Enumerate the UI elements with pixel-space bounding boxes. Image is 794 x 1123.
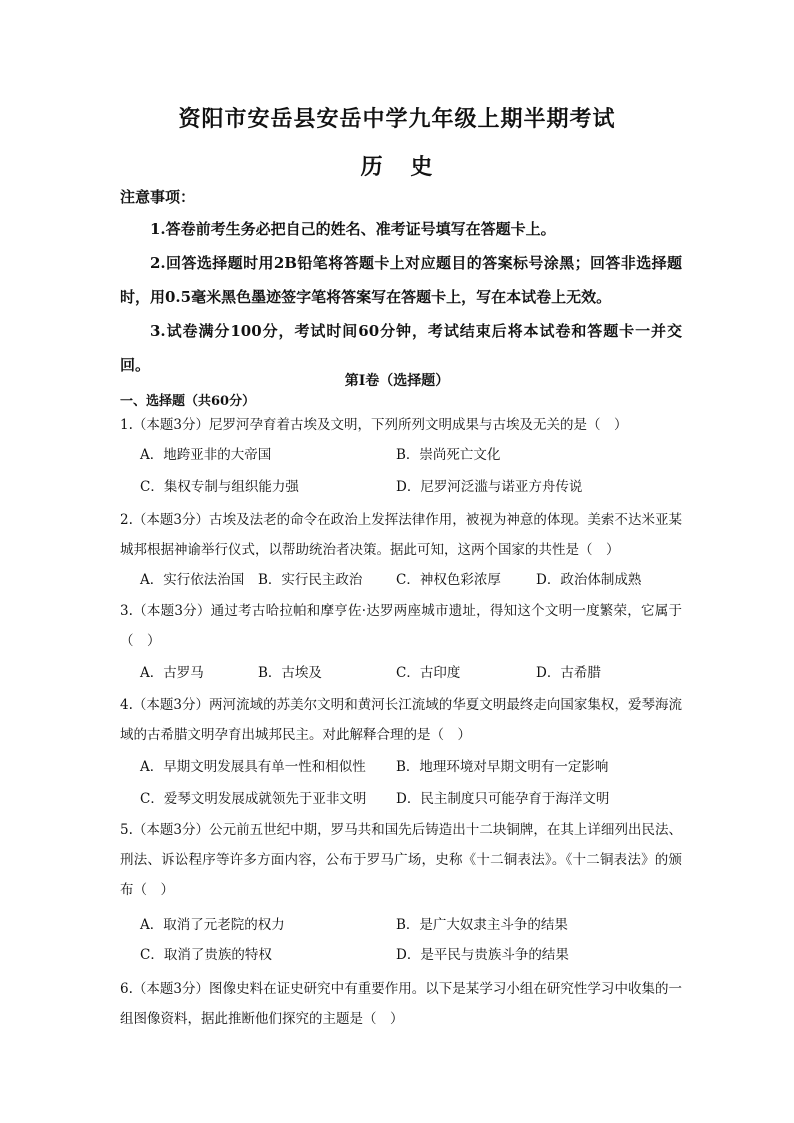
question-1-stem: 1.（本题3分）尼罗河孕育着古埃及文明，下列所列文明成果与古埃及无关的是（ ） [120,417,628,433]
question-3-option-b: B．古埃及 [258,665,322,681]
question-2-option-b: B．实行民主政治 [258,572,363,588]
question-5-stem: 5.（本题3分）公元前五世纪中期，罗马共和国先后铸造出十二块铜牌，在其上详细列出民法、刑法、诉讼程序等许多方面内容，公布于罗马广场，史称《十二铜表法》。《十二铜表法》的颁布（ ） [120,822,682,898]
question-6-stem: 6.（本题3分）图像史料在证史研究中有重要作用。以下是某学习小组在研究性学习中收集的一组图像资料，据此推断他们探究的主题是（ ） [120,981,682,1027]
notice-item-3: 3.试卷满分100分，考试时间60分钟，考试结束后将本试卷和答题卡一并交回。 [120,322,682,374]
question-2-option-a: A．实行依法治国 [140,572,245,588]
question-2-stem: 2.（本题3分）古埃及法老的命令在政治上发挥法律作用，被视为神意的体现。美索不达米亚某城邦根据神谕举行仪式，以帮助统治者决策。据此可知，这两个国家的共性是（ ） [120,512,682,558]
question-5-option-d: D．是平民与贵族斗争的结果 [396,947,569,963]
section-title: 一、选择题（共60分） [120,394,256,409]
question-2-option-c: C．神权色彩浓厚 [396,572,501,588]
question-1-option-a: A．地跨亚非的大帝国 [140,447,272,463]
question-5-option-c: C．取消了贵族的特权 [140,947,272,963]
notice-item-1: 1.答卷前考生务必把自己的姓名、准考证号填写在答题卡上。 [150,220,556,238]
exam-title: 资阳市安岳县安岳中学九年级上期半期考试 [178,106,616,132]
question-5-option-a: A．取消了元老院的权力 [140,917,285,933]
question-1-option-d: D．尼罗河泛滥与诺亚方舟传说 [396,479,583,495]
question-4-stem: 4.（本题3分）两河流域的苏美尔文明和黄河长江流域的华夏文明最终走向国家集权，爱琴海流域的古希腊文明孕育出城邦民主。对此解释合理的是（ ） [120,697,682,743]
question-3-option-c: C．古印度 [396,665,461,681]
question-1-option-c: C．集权专制与组织能力强 [140,479,299,495]
question-2-option-d: D．政治体制成熟 [536,572,642,588]
question-5-option-b: B．是广大奴隶主斗争的结果 [396,917,568,933]
part-title: 第Ⅰ卷（选择题） [344,373,450,389]
question-4-option-a: A．早期文明发展具有单一性和相似性 [140,759,366,775]
question-4-option-b: B．地理环境对早期文明有一定影响 [396,759,609,775]
question-1-option-b: B．崇尚死亡文化 [396,447,501,463]
question-4-option-c: C．爱琴文明发展成就领先于亚非文明 [140,791,367,807]
notice-heading: 注意事项： [120,188,196,206]
question-3-option-d: D．古希腊 [536,665,601,681]
question-3-stem: 3.（本题3分）通过考古哈拉帕和摩亨佐·达罗两座城市遗址，得知这个文明一度繁荣，它属于（ ） [120,603,682,649]
notice-item-2: 2.回答选择题时用2B铅笔将答题卡上对应题目的答案标号涂黑；回答非选择题时，用0.5毫米黑色墨迹签字笔将答案写在答题卡上，写在本试卷上无效。 [120,254,682,306]
question-3-option-a: A．古罗马 [140,665,204,681]
question-4-option-d: D．民主制度只可能孕育于海洋文明 [396,791,610,807]
subject-title: 历 史 [360,154,434,180]
